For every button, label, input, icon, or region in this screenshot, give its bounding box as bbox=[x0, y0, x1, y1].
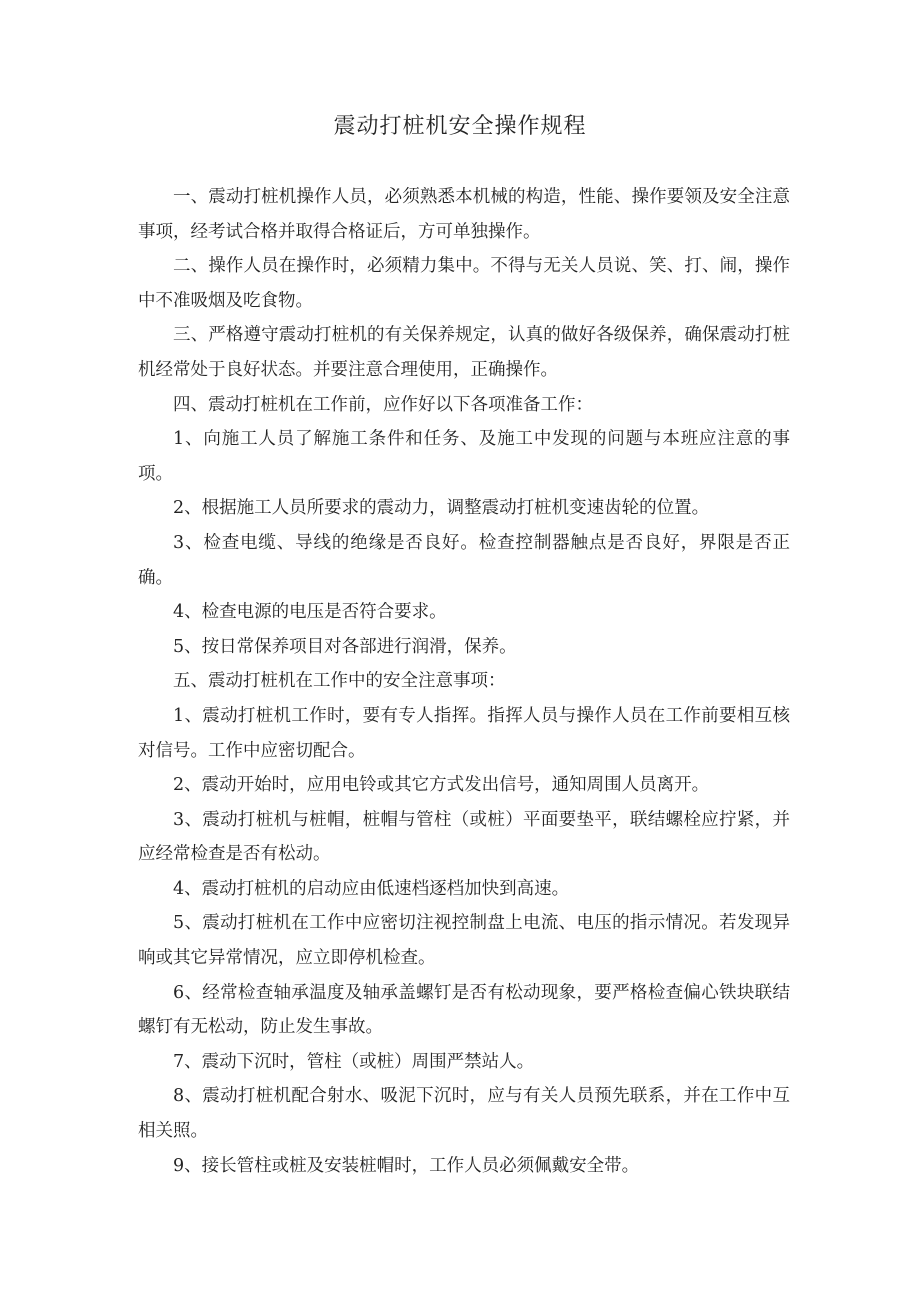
list-item-4-1: 1、向施工人员了解施工条件和任务、及施工中发现的问题与本班应注意的事项。 bbox=[138, 429, 790, 484]
list-item-5-4: 4、震动打桩机的启动应由低速档逐档加快到高速。 bbox=[173, 878, 570, 899]
section-heading-4: 四、震动打桩机在工作前，应作好以下各项准备工作： bbox=[173, 394, 593, 415]
list-item-5-5: 5、震动打桩机在工作中应密切注视控制盘上电流、电压的指示情况。若发现异响或其它异常情况，应立即停机检查。 bbox=[138, 913, 790, 969]
list-item-4-2: 2、根据施工人员所要求的震动力，调整震动打桩机变速齿轮的位置。 bbox=[173, 498, 710, 519]
document-title: 震动打桩机安全操作规程 bbox=[333, 114, 587, 139]
paragraph-1: 一、震动打桩机操作人员，必须熟悉本机械的构造，性能、操作要领及安全注意事项，经考试合格并取得合格证后，方可单独操作。 bbox=[138, 187, 790, 242]
document-body bbox=[138, 180, 790, 1183]
list-item-5-6: 6、经常检查轴承温度及轴承盖螺钉是否有松动现象，要严格检查偏心铁块联结螺钉有无松动，防止发生事故。 bbox=[138, 982, 790, 1038]
list-item-5-3: 3、震动打桩机与桩帽，桩帽与管柱（或桩）平面要垫平，联结螺栓应拧紧，并应经常检查是否有松动。 bbox=[138, 809, 790, 865]
list-item-5-9: 9、接长管柱或桩及安装桩帽时，工作人员必须佩戴安全带。 bbox=[173, 1155, 640, 1176]
paragraph-2: 二、操作人员在操作时，必须精力集中。不得与无关人员说、笑、打、闹，操作中不准吸烟及吃食物。 bbox=[138, 256, 790, 311]
section-heading-5: 五、震动打桩机在工作中的安全注意事项： bbox=[173, 671, 506, 692]
list-item-5-7: 7、震动下沉时，管柱（或桩）周围严禁站人。 bbox=[173, 1051, 535, 1072]
list-item-5-2: 2、震动开始时，应用电铃或其它方式发出信号，通知周围人员离开。 bbox=[173, 775, 710, 796]
list-item-4-3: 3、检查电缆、导线的绝缘是否良好。检查控制器触点是否良好，界限是否正确。 bbox=[138, 532, 790, 588]
list-item-4-4: 4、检查电源的电压是否符合要求。 bbox=[173, 602, 447, 623]
list-item-5-8: 8、震动打桩机配合射水、吸泥下沉时，应与有关人员预先联系，并在工作中互相关照。 bbox=[138, 1086, 790, 1142]
list-item-5-1: 1、震动打桩机工作时，要有专人指挥。指挥人员与操作人员在工作前要相互核对信号。工作中应密切配合。 bbox=[138, 705, 790, 761]
list-item-4-5: 5、按日常保养项目对各部进行润滑，保养。 bbox=[173, 636, 517, 657]
paragraph-3: 三、严格遵守震动打桩机的有关保养规定，认真的做好各级保养，确保震动打桩机经常处于良好状态。并要注意合理使用，正确操作。 bbox=[138, 325, 790, 380]
